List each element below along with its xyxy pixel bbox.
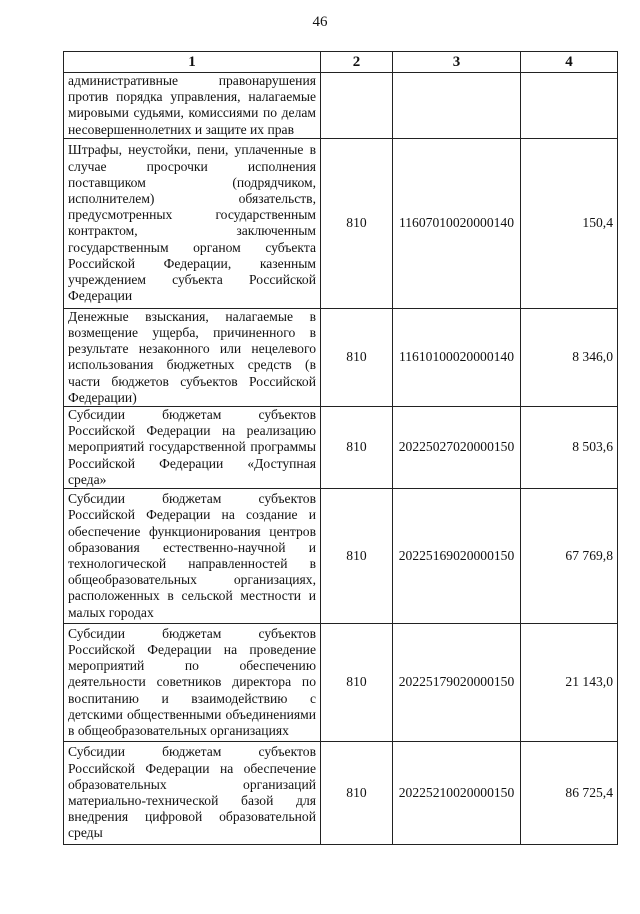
row-description: Денежные взыскания, налагаемые в возмещение ущерба, причиненного в результате незаконного или нецелевого использования бюджетных средств (в части бюджетов субъектов Российской Федерации) [64,308,321,406]
row-amount: 67 769,8 [521,489,618,624]
column-header: 2 [321,52,393,73]
row-description: Субсидии бюджетам субъектов Российской Федерации на реализацию мероприятий государственной программы Российской Федерации «Доступная среда» [64,407,321,489]
row-description: Штрафы, неустойки, пени, уплаченные в случае просрочки исполнения поставщиком (подрядчиком, исполнителем) обязательств, предусмотренных государственным контрактом, заключенным государственным органом субъекта Российской Федерации, казенным учреждением субъекта Российской Федерации [64,138,321,308]
table-row [64,742,618,845]
row-amount: 21 143,0 [521,624,618,742]
column-header: 4 [521,52,618,73]
row-amount: 8 346,0 [521,308,618,406]
row-code [321,73,393,139]
row-code: 810 [321,489,393,624]
row-description: административные правонарушения против порядка управления, налагаемые мировыми судьями, комиссиями по делам несовершеннолетних и защите их прав [64,73,321,139]
row-kbk: 20225027020000150 [393,407,521,489]
row-description: Субсидии бюджетам субъектов Российской Федерации на создание и обеспечение функционирования центров образования естественно-научной и технологической направленностей в общеобразовательных организациях, расположенных в сельской местности и малых городах [64,489,321,624]
row-kbk [393,73,521,139]
row-description: Субсидии бюджетам субъектов Российской Федерации на обеспечение образовательных организаций материально-технической базой для внедрения цифровой образовательной среды [64,742,321,845]
column-header: 3 [393,52,521,73]
row-code: 810 [321,308,393,406]
row-code: 810 [321,138,393,308]
row-code: 810 [321,742,393,845]
column-header: 1 [64,52,321,73]
row-code: 810 [321,407,393,489]
row-kbk: 11610100020000140 [393,308,521,406]
row-code: 810 [321,624,393,742]
row-kbk: 11607010020000140 [393,138,521,308]
budget-table [63,51,618,845]
row-amount: 8 503,6 [521,407,618,489]
table-row [64,308,618,406]
table-row [64,624,618,742]
table-row [64,73,618,139]
page-number: 46 [312,14,328,30]
row-amount: 86 725,4 [521,742,618,845]
row-description: Субсидии бюджетам субъектов Российской Федерации на проведение мероприятий по обеспечению деятельности советников директора по воспитанию и взаимодействию с детскими общественными объединениями в общеобразовательных организациях [64,624,321,742]
row-amount: 150,4 [521,138,618,308]
row-amount [521,73,618,139]
table-row [64,407,618,489]
row-kbk: 20225169020000150 [393,489,521,624]
row-kbk: 20225179020000150 [393,624,521,742]
header-row [64,52,618,73]
row-kbk: 20225210020000150 [393,742,521,845]
table-row [64,489,618,624]
table-row [64,138,618,308]
